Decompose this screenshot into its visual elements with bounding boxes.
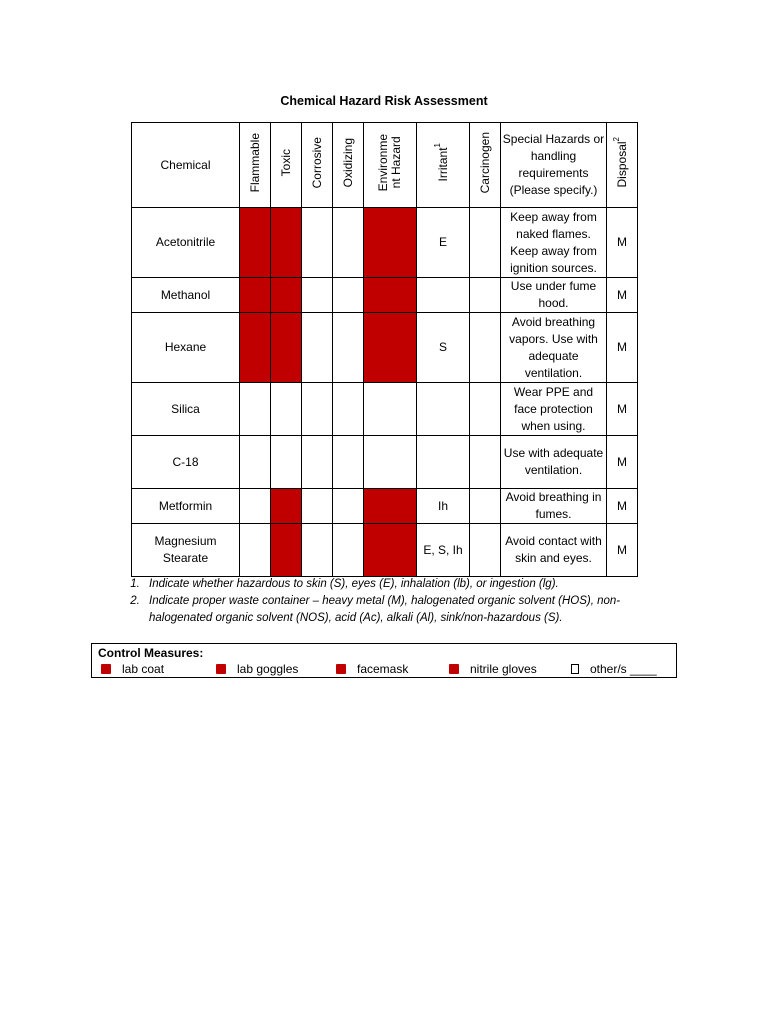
cell-special: Avoid contact with skin and eyes.	[501, 524, 607, 577]
cell-corrosive	[302, 313, 333, 383]
footnotes	[115, 576, 675, 627]
table-row	[132, 208, 638, 278]
cell-irritant	[417, 436, 470, 489]
cell-special: Use under fume hood.	[501, 278, 607, 313]
cell-flammable	[240, 313, 271, 383]
cell-corrosive	[302, 436, 333, 489]
cell-carcinogen	[470, 313, 501, 383]
cell-chemical: Magnesium Stearate	[132, 524, 240, 577]
header-chemical: Chemical	[132, 123, 240, 208]
checked-box-icon	[101, 664, 111, 674]
control-measure-item	[101, 662, 164, 676]
cell-toxic	[271, 313, 302, 383]
cell-chemical: Metformin	[132, 489, 240, 524]
control-measure-item	[571, 662, 657, 676]
cell-environment	[364, 313, 417, 383]
checked-box-icon	[336, 664, 346, 674]
cell-toxic	[271, 383, 302, 436]
cell-oxidizing	[333, 313, 364, 383]
control-measure-item	[216, 662, 298, 676]
cell-environment	[364, 489, 417, 524]
cell-disposal: M	[607, 436, 638, 489]
cell-toxic	[271, 208, 302, 278]
page-title: Chemical Hazard Risk Assessment	[280, 94, 488, 108]
header-oxidizing: Oxidizing	[333, 123, 364, 208]
cell-corrosive	[302, 208, 333, 278]
footnote-2: 2. Indicate proper waste container – heavy metal (M), halogenated organic solvent (HOS), non-halogenated organic solvent (NOS), acid (Ac), alkali (Al), sink/non-hazardous (S).	[143, 593, 675, 627]
cell-environment	[364, 436, 417, 489]
cell-disposal: M	[607, 278, 638, 313]
cell-flammable	[240, 489, 271, 524]
header-flammable: Flammable	[240, 123, 271, 208]
cell-corrosive	[302, 278, 333, 313]
cell-flammable	[240, 278, 271, 313]
cell-toxic	[271, 524, 302, 577]
cell-special: Avoid breathing in fumes.	[501, 489, 607, 524]
cell-irritant: E, S, Ih	[417, 524, 470, 577]
checked-box-icon	[216, 664, 226, 674]
header-toxic: Toxic	[271, 123, 302, 208]
footnote-1: 1. Indicate whether hazardous to skin (S), eyes (E), inhalation (lb), or ingestion (lg).	[143, 576, 675, 593]
control-measure-item	[449, 662, 537, 676]
cell-chemical: Silica	[132, 383, 240, 436]
header-carcinogen: Carcinogen	[470, 123, 501, 208]
header-disposal: Disposal$^2$	[607, 123, 638, 208]
cell-disposal: M	[607, 489, 638, 524]
control-measures-box	[91, 643, 677, 678]
cell-oxidizing	[333, 383, 364, 436]
checked-box-icon	[449, 664, 459, 674]
cell-flammable	[240, 524, 271, 577]
cell-oxidizing	[333, 489, 364, 524]
cell-disposal: M	[607, 524, 638, 577]
cell-chemical: Methanol	[132, 278, 240, 313]
table-row	[132, 524, 638, 577]
table-row	[132, 383, 638, 436]
control-measure-label: other/s ____	[590, 662, 657, 676]
cell-corrosive	[302, 489, 333, 524]
cell-carcinogen	[470, 436, 501, 489]
cell-flammable	[240, 208, 271, 278]
header-special-hazards: Special Hazards or handling requirements (Please specify.)	[501, 123, 607, 208]
cell-toxic	[271, 436, 302, 489]
cell-special: Keep away from naked flames. Keep away from ignition sources.	[501, 208, 607, 278]
cell-irritant	[417, 278, 470, 313]
cell-irritant: E	[417, 208, 470, 278]
cell-disposal: M	[607, 383, 638, 436]
cell-special: Use with adequate ventilation.	[501, 436, 607, 489]
cell-carcinogen	[470, 278, 501, 313]
cell-environment	[364, 524, 417, 577]
header-row	[132, 123, 638, 208]
cell-environment	[364, 383, 417, 436]
cell-flammable	[240, 436, 271, 489]
cell-carcinogen	[470, 383, 501, 436]
cell-oxidizing	[333, 436, 364, 489]
cell-disposal: M	[607, 208, 638, 278]
control-measures-title: Control Measures:	[98, 646, 204, 660]
empty-checkbox-icon	[571, 664, 579, 674]
table-row	[132, 278, 638, 313]
cell-chemical: Hexane	[132, 313, 240, 383]
cell-special: Avoid breathing vapors. Use with adequate ventilation.	[501, 313, 607, 383]
control-measure-label: lab goggles	[237, 662, 299, 676]
table-row	[132, 313, 638, 383]
control-measure-label: lab coat	[122, 662, 165, 676]
table-row	[132, 436, 638, 489]
cell-flammable	[240, 383, 271, 436]
cell-disposal: M	[607, 313, 638, 383]
cell-oxidizing	[333, 524, 364, 577]
hazard-table	[131, 122, 638, 577]
cell-corrosive	[302, 524, 333, 577]
control-measure-label: nitrile gloves	[470, 662, 537, 676]
cell-toxic	[271, 278, 302, 313]
cell-special: Wear PPE and face protection when using.	[501, 383, 607, 436]
cell-irritant: S	[417, 313, 470, 383]
table-row	[132, 489, 638, 524]
cell-irritant: Ih	[417, 489, 470, 524]
cell-irritant	[417, 383, 470, 436]
cell-environment	[364, 278, 417, 313]
control-measure-item	[336, 662, 408, 676]
cell-oxidizing	[333, 208, 364, 278]
cell-toxic	[271, 489, 302, 524]
cell-corrosive	[302, 383, 333, 436]
cell-environment	[364, 208, 417, 278]
cell-carcinogen	[470, 524, 501, 577]
header-corrosive: Corrosive	[302, 123, 333, 208]
cell-carcinogen	[470, 489, 501, 524]
cell-oxidizing	[333, 278, 364, 313]
cell-chemical: C-18	[132, 436, 240, 489]
control-measure-label: facemask	[357, 662, 409, 676]
header-irritant: Irritant$^1$	[417, 123, 470, 208]
cell-chemical: Acetonitrile	[132, 208, 240, 278]
header-environment-hazard: Environme nt Hazard	[364, 123, 417, 208]
cell-carcinogen	[470, 208, 501, 278]
